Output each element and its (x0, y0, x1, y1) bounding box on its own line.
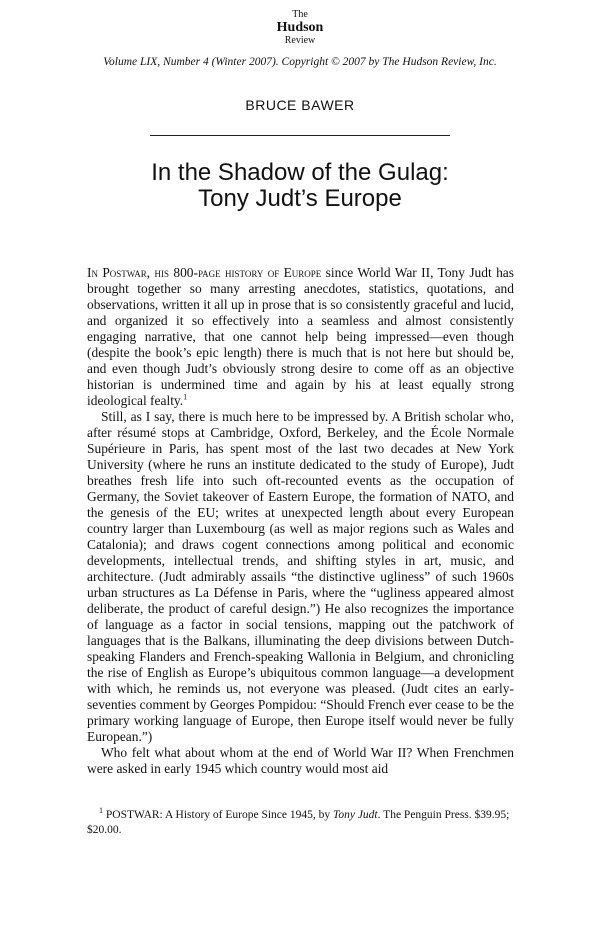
paragraph-1-text: since World War II, Tony Judt has brought together so many arresting anecdotes, statistics, quotations, and observations, written it all up in prose that is so consistently graceful and lucid, and organized it so effectively into a seamless and almost consistently engaging narrative, that one cannot help being impressed—even though (despite the book’s epic length) there is much that is not here but should be, and even though Judt’s obviously strong desire to come off as an objective historian is undermined time and again by his at least equally strong ideological fealty. (87, 265, 514, 408)
article-body (87, 265, 514, 777)
footnote (87, 808, 514, 838)
journal-logo (0, 10, 600, 46)
title-rule (150, 135, 450, 136)
opening-small-caps: In Postwar, his 800-page history of Europe (87, 265, 322, 280)
article-title (0, 160, 600, 212)
logo-review: Review (284, 35, 316, 46)
citation-line: Volume LIX, Number 4 (Winter 2007). Copyright © 2007 by The Hudson Review, Inc. (103, 56, 497, 68)
footnote-text-after: . The Penguin Press. $39.95; $20.00. (87, 809, 510, 836)
paragraph-3: Who felt what about whom at the end of World War II? When Frenchmen were asked in early 1945 which country would most aid (87, 745, 514, 776)
footnote-number: 1 (99, 806, 103, 816)
title-line-1: In the Shadow of the Gulag: (151, 159, 449, 186)
footnote-text-before: POSTWAR: A History of Europe Since 1945, by (103, 809, 333, 821)
footnote-reference[interactable]: 1 (183, 392, 188, 402)
footnote-author: Tony Judt (333, 809, 378, 821)
title-line-2: Tony Judt’s Europe (198, 185, 402, 212)
author-name: BRUCE BAWER (245, 97, 355, 113)
logo-hudson: Hudson (276, 20, 324, 35)
paragraph-1 (87, 265, 514, 409)
logo-the: The (292, 9, 308, 20)
paragraph-2: Still, as I say, there is much here to be impressed by. A British scholar who, after résumé stops at Cambridge, Oxford, Berkeley, and the École Normale Supérieure in Paris, has spent most of the last two decades at New York University (where he runs an institute dedicated to the study of Europe), Judt breathes fresh life into such oft-recounted events as the occupation of Germany, the Soviet takeover of Eastern Europe, the formation of NATO, and the genesis of the EU; writes at unexpected length about every European country larger than Luxembourg (as well as major regions such as Wales and Catalonia); and draws cogent connections among political and economic developments, intellectual trends, and shifting styles in art, music, and architecture. (Judt admirably assails “the distinctive ugliness” of such 1960s urban structures as La Défense in Paris, where the “ugliness appeared almost deliberate, the product of careful design.”) He also recognizes the importance of language as a factor in social tensions, mapping out the patchwork of languages that is the Balkans, illuminating the deep divisions between Dutch-speaking Flanders and French-speaking Wallonia in Belgium, and chronicling the rise of English as Europe’s ubiquitous common language—a development with which, he reminds us, not everyone was pleased. (Judt cites an early-seventies comment by Georges Pompidou: “Should French ever cease to be the primary working language of Europe, then Europe itself would never be fully European.”) (87, 409, 514, 744)
